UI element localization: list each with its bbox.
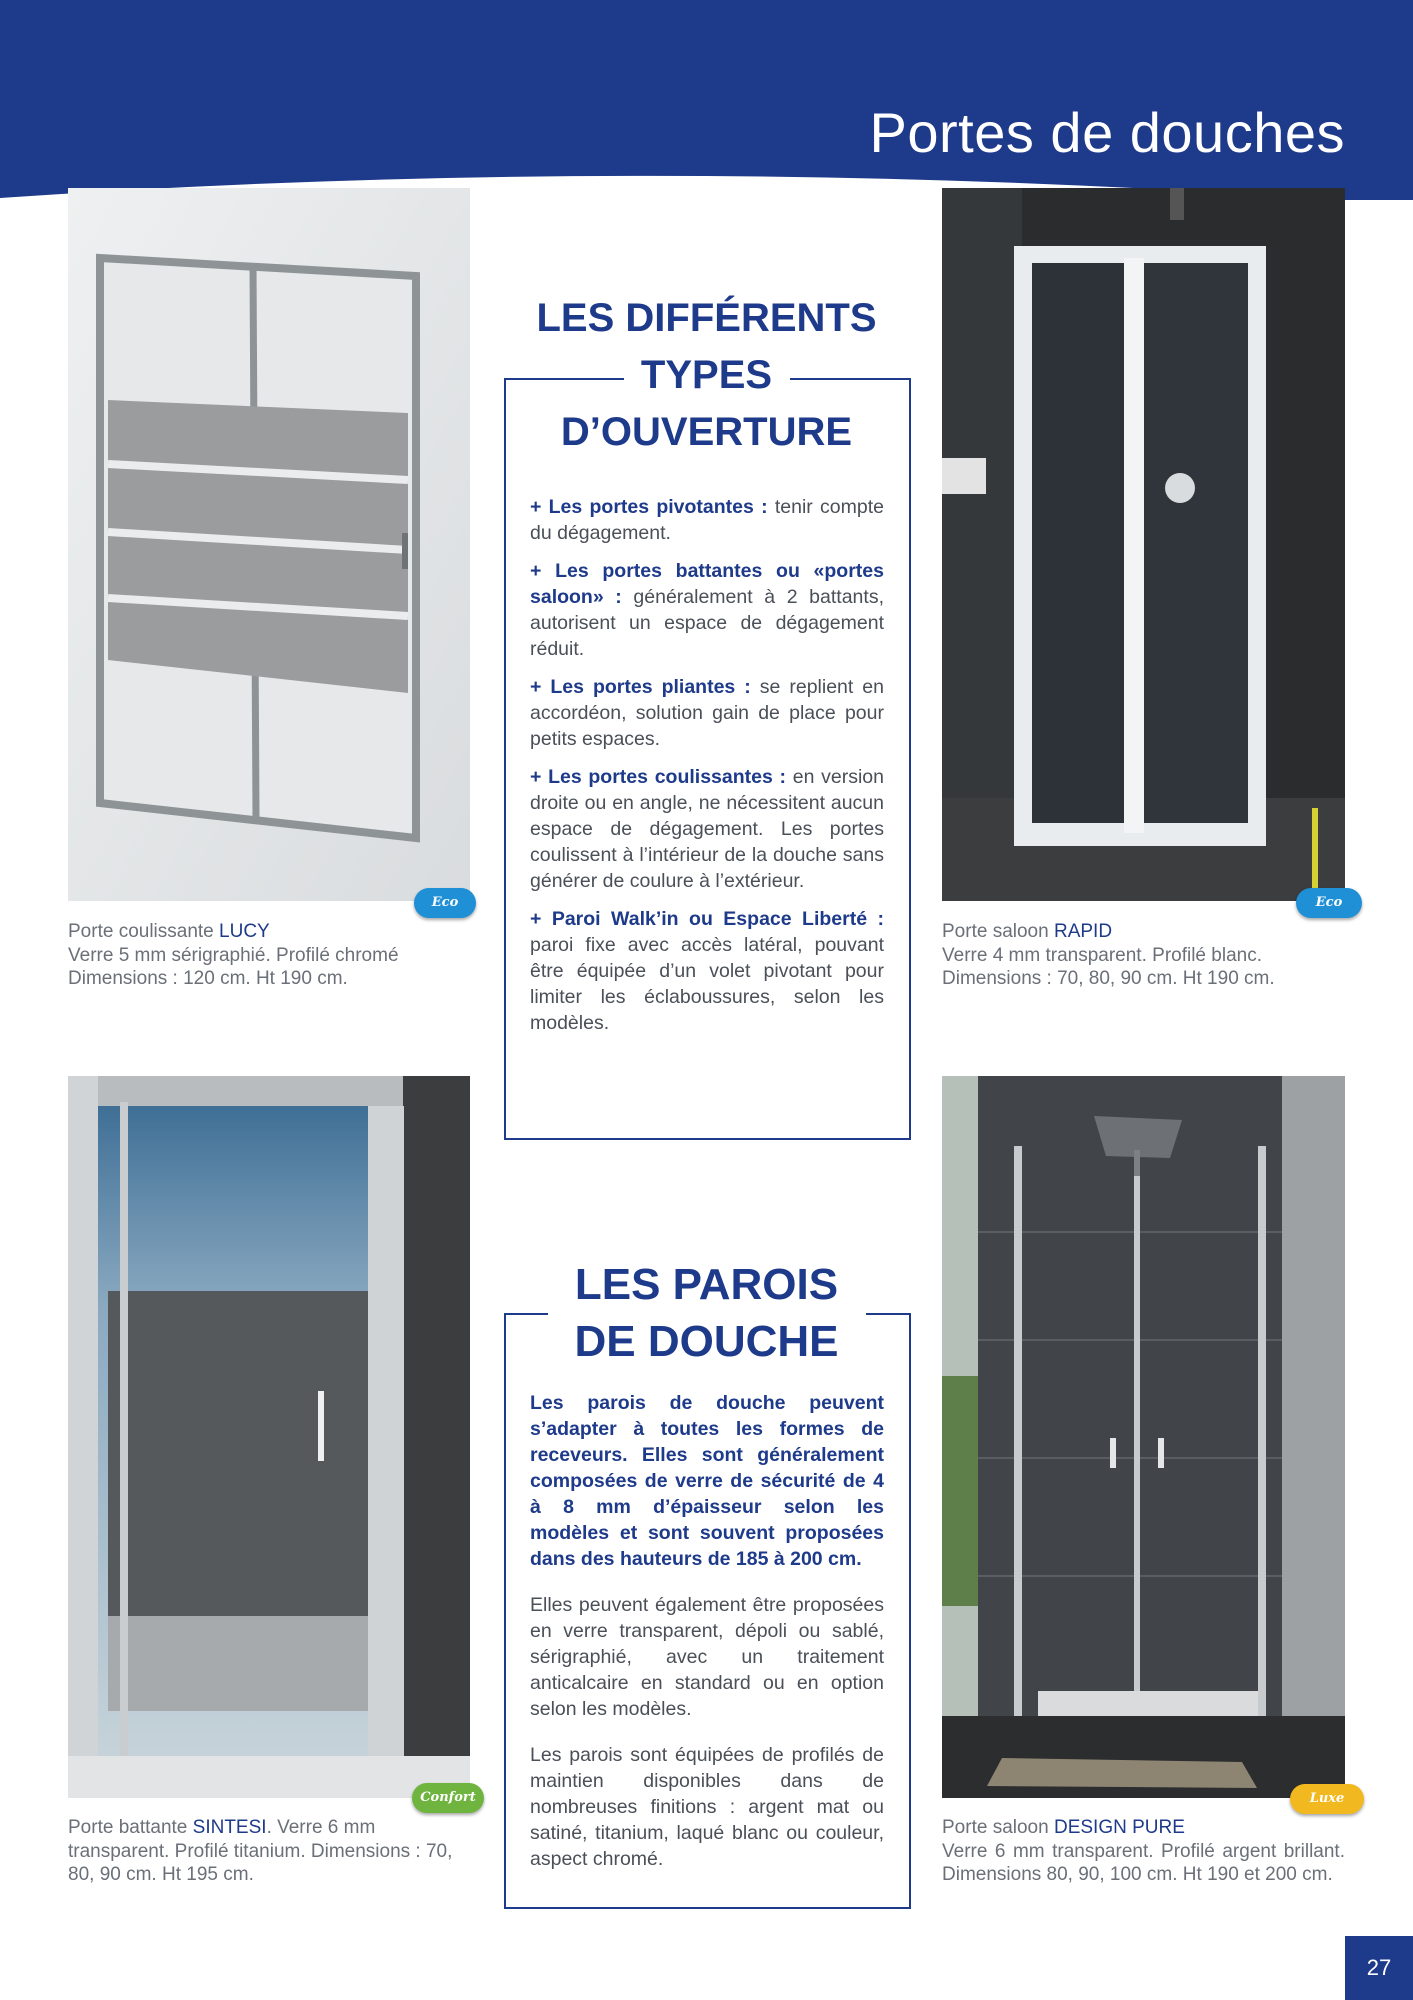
product-name-sintesi: SINTESI	[192, 1817, 267, 1838]
list-item: + Les portes pivotantes : tenir compte du dégagement.	[530, 496, 884, 544]
caption-design-pure: Porte saloon DESIGN PURE Verre 6 mm transparent. Profilé argent brillant. Dimensions 80, 90, 100 cm. Ht 190 et 200 cm.	[942, 1817, 1345, 1885]
openings-heading: LES DIFFÉRENTS TYPES D’OUVERTURE	[536, 296, 877, 454]
product-photo-rapid	[942, 188, 1345, 901]
list-item: + Paroi Walk’in ou Espace Liberté : paroi fixe avec accès latéral, pouvant être équipée d’un volet pivotant pour limiter les éclaboussures, selon les modèles.	[530, 908, 884, 1034]
product-photo-sintesi	[68, 1076, 470, 1798]
badge-confort: Confort	[412, 1783, 484, 1813]
badge-eco: Eco	[414, 888, 476, 918]
caption-lucy: Porte coulissante LUCY Verre 5 mm sérigraphié. Profilé chromé Dimensions : 120 cm. Ht 190 cm.	[68, 921, 399, 989]
openings-list	[530, 494, 884, 1048]
product-name-lucy: LUCY	[219, 921, 270, 942]
hinged-door-illustration	[68, 1076, 470, 1798]
product-photo-lucy	[68, 188, 470, 901]
parois-paragraph-1: Les parois de douche peuvent s’adapter à toutes les formes de receveurs. Elles sont généralement composées de verre de sécurité de 4 à 8 mm d’épaisseur selon les modèles et sont souvent proposées dans des hauteurs de 185 à 200 cm.	[530, 1392, 884, 1570]
parois-paragraph-2: Elles peuvent également être proposées en verre transparent, dépoli ou sablé, sérigraphié, avec un traitement anticalcaire en standard ou en option selon les modèles.	[530, 1594, 884, 1720]
product-name-rapid: RAPID	[1053, 921, 1113, 942]
list-item: + Les portes coulissantes : en version droite ou en angle, ne nécessitent aucun espace de dégagement. Les portes coulissent à l’intérieur de la douche sans générer de coulure à l’extérieur.	[530, 766, 884, 892]
list-item: + Les portes pliantes : se replient en accordéon, solution gain de place pour petits espaces.	[530, 676, 885, 750]
design-pure-door-illustration	[942, 1076, 1345, 1798]
parois-text	[530, 1390, 884, 1884]
badge-luxe: Luxe	[1290, 1784, 1364, 1814]
list-item: + Les portes battantes ou «portes saloon» : généralement à 2 battants, autorisent un espace de dégagement réduit.	[530, 560, 884, 660]
caption-sintesi: Porte battante SINTESI. Verre 6 mm transparent. Profilé titanium. Dimensions : 70, 80, 90 cm. Ht 195 cm.	[68, 1817, 453, 1885]
caption-rapid: Porte saloon RAPID Verre 4 mm transparent. Profilé blanc. Dimensions : 70, 80, 90 cm. Ht 190 cm.	[942, 921, 1275, 989]
badge-eco: Eco	[1296, 888, 1362, 918]
product-photo-design-pure	[942, 1076, 1345, 1798]
parois-heading: LES PAROIS DE DOUCHE	[574, 1260, 839, 1366]
product-name-design-pure: DESIGN PURE	[1053, 1817, 1185, 1838]
page-number: 27	[1345, 1936, 1413, 2000]
page-title: Portes de douches	[869, 101, 1345, 164]
sliding-door-illustration	[68, 188, 470, 901]
parois-paragraph-3: Les parois sont équipées de profilés de maintien disponibles dans de nombreuses finitions : argent mat ou satiné, titanium, laqué blanc ou couleur, aspect chromé.	[530, 1744, 884, 1870]
saloon-door-illustration	[942, 188, 1345, 901]
